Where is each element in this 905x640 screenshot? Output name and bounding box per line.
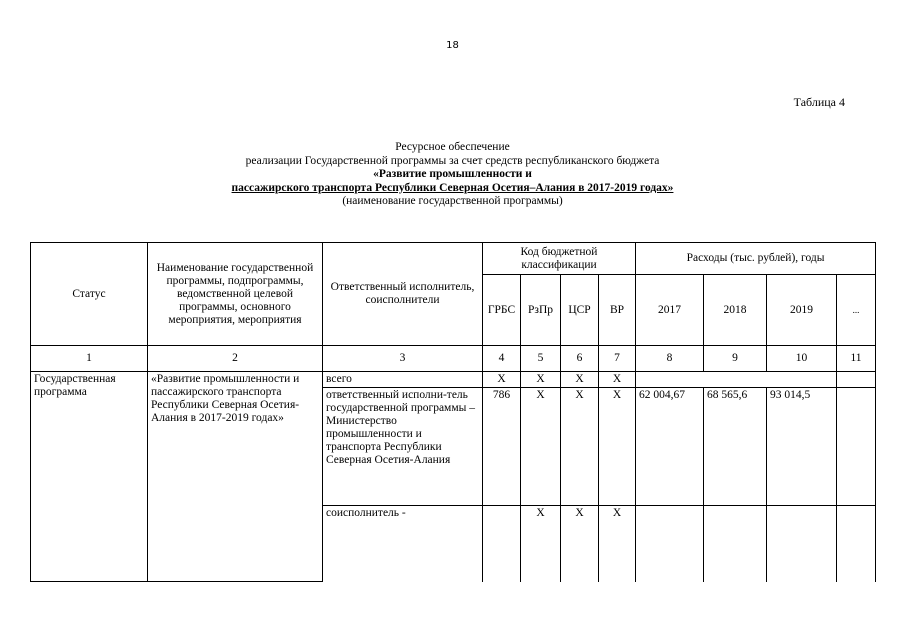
amount-more-cell [837, 372, 876, 388]
rzpr-cell: X [521, 372, 561, 388]
column-number: 5 [521, 346, 561, 372]
column-number: 7 [599, 346, 636, 372]
column-number: 1 [31, 346, 148, 372]
vr-cell: X [599, 372, 636, 388]
grbs-cell: 786 [483, 388, 521, 506]
header-rzpr: РзПр [521, 275, 561, 346]
csr-cell: X [561, 506, 599, 582]
amount-2019-cell [767, 506, 837, 582]
table-row [31, 372, 876, 388]
vr-cell: X [599, 388, 636, 506]
vr-cell: X [599, 506, 636, 582]
header-status: Статус [31, 243, 148, 346]
grbs-cell: X [483, 372, 521, 388]
column-number: 3 [323, 346, 483, 372]
heading-line-1: Ресурсное обеспечение [395, 141, 510, 153]
amount-2017-cell [636, 372, 704, 388]
csr-cell: X [561, 388, 599, 506]
column-number: 4 [483, 346, 521, 372]
header-executor: Ответственный исполнитель, соисполнители [323, 243, 483, 346]
table-label: Таблица 4 [793, 95, 845, 109]
heading-line-2: реализации Государственной программы за счет средств республиканского бюджета [245, 154, 660, 167]
executor-cell: соисполнитель - [323, 506, 483, 582]
executor-cell: ответственный исполни-тель государственной программы – Министерство промышленности и транспорта Республики Северная Осетия-Алания [323, 388, 483, 506]
amount-2017-cell [636, 506, 704, 582]
header-year-2019: 2019 [767, 275, 837, 346]
amount-more-cell [837, 506, 876, 582]
column-number: 9 [704, 346, 767, 372]
column-number: 10 [767, 346, 837, 372]
status-cell: Государственная программа [31, 372, 148, 582]
header-year-more: ... [837, 275, 876, 346]
rzpr-cell: X [521, 388, 561, 506]
resource-table [30, 242, 876, 582]
column-number: 2 [148, 346, 323, 372]
document-heading [0, 141, 905, 209]
executor-cell: всего [323, 372, 483, 388]
program-name-cell: «Развитие промышленности и пассажирского транспорта Республики Северная Осетия-Алания в 2017-2019 годах» [148, 372, 323, 582]
column-number: 11 [837, 346, 876, 372]
header-budget-code: Код бюджетной классификации [483, 243, 636, 275]
amount-2019-cell: 93 014,5 [767, 388, 837, 506]
heading-line-3: «Развитие промышленности и [373, 168, 532, 180]
header-grbs: ГРБС [483, 275, 521, 346]
column-number: 8 [636, 346, 704, 372]
page-number: 18 [446, 40, 459, 51]
header-csr: ЦСР [561, 275, 599, 346]
column-number: 6 [561, 346, 599, 372]
csr-cell: X [561, 372, 599, 388]
amount-more-cell [837, 388, 876, 506]
amount-2018-cell [704, 506, 767, 582]
header-vr: ВР [599, 275, 636, 346]
grbs-cell [483, 506, 521, 582]
amount-2018-cell [704, 372, 767, 388]
header-year-2017: 2017 [636, 275, 704, 346]
rzpr-cell: X [521, 506, 561, 582]
header-expenses: Расходы (тыс. рублей), годы [636, 243, 876, 275]
header-year-2018: 2018 [704, 275, 767, 346]
header-program-name: Наименование государственной программы, подпрограммы, ведомственной целевой программы, основного мероприятия, мероприятия [148, 243, 323, 346]
amount-2017-cell: 62 004,67 [636, 388, 704, 506]
heading-line-5: (наименование государственной программы) [342, 195, 563, 207]
amount-2019-cell [767, 372, 837, 388]
amount-2018-cell: 68 565,6 [704, 388, 767, 506]
heading-line-4: пассажирского транспорта Республики Северная Осетия–Алания в 2017-2019 годах» [231, 181, 674, 194]
